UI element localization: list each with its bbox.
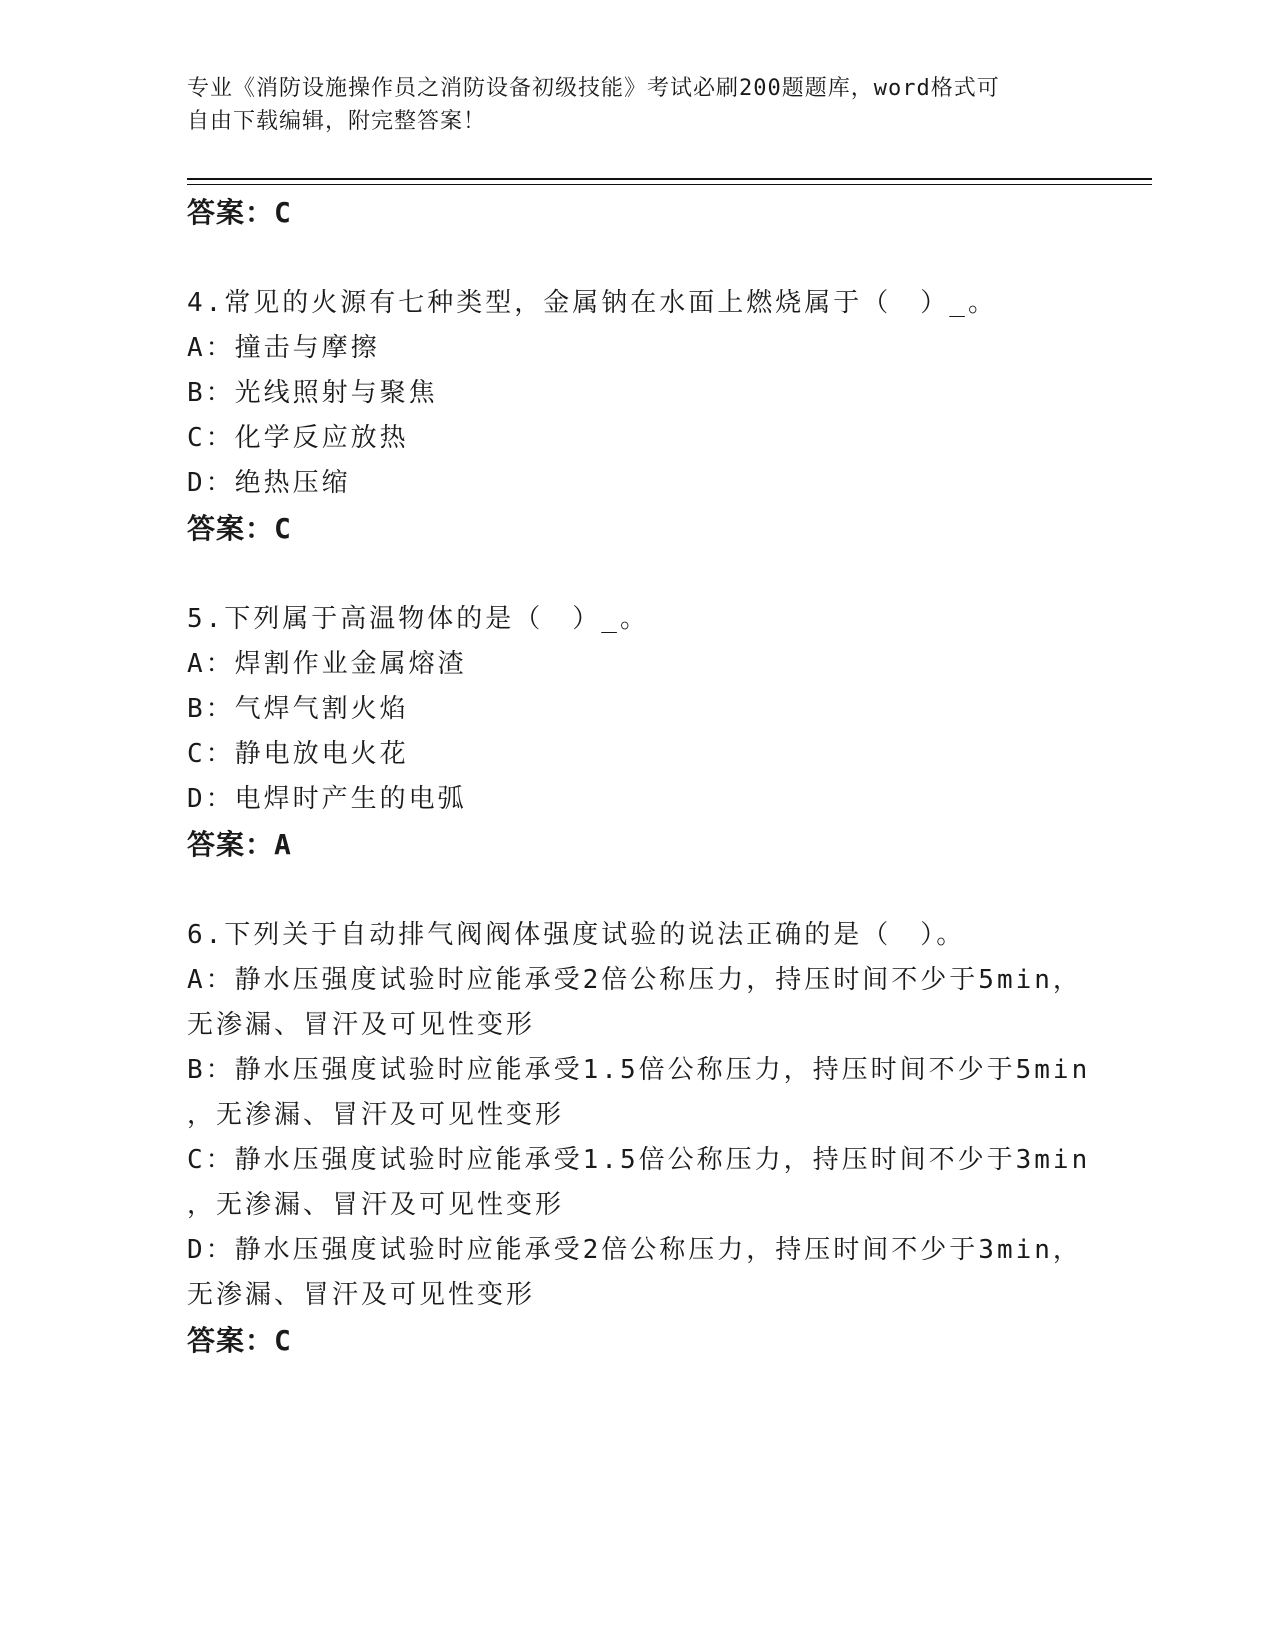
- option-d: D：绝热压缩: [187, 468, 351, 498]
- question-4: [187, 281, 1117, 551]
- spacer: [187, 551, 1117, 597]
- spacer: [187, 867, 1117, 913]
- question-stem: 6.下列关于自动排气阀阀体强度试验的说法正确的是（ ）。: [187, 920, 966, 950]
- option-a-line-2: 无渗漏、冒汗及可见性变形: [187, 1010, 536, 1040]
- header-divider-thick: [187, 178, 1152, 180]
- option-d-line-2: 无渗漏、冒汗及可见性变形: [187, 1280, 536, 1310]
- header-line-2: 自由下载编辑，附完整答案！: [187, 109, 487, 134]
- option-c: C：静电放电火花: [187, 739, 409, 769]
- option-d-line-1: D：静水压强度试验时应能承受2倍公称压力，持压时间不少于3min，: [187, 1235, 1082, 1265]
- option-c-line-1: C：静水压强度试验时应能承受1.5倍公称压力，持压时间不少于3min: [187, 1145, 1091, 1175]
- option-a-line-1: A：静水压强度试验时应能承受2倍公称压力，持压时间不少于5min，: [187, 965, 1082, 995]
- page-header: [187, 72, 1067, 138]
- option-b-line-1: B：静水压强度试验时应能承受1.5倍公称压力，持压时间不少于5min: [187, 1055, 1091, 1085]
- option-b: B：光线照射与聚焦: [187, 378, 438, 408]
- answer: 答案：C: [187, 1324, 292, 1357]
- answer: 答案：A: [187, 828, 292, 861]
- option-d: D：电焊时产生的电弧: [187, 784, 467, 814]
- question-stem: 5.下列属于高温物体的是（ ）_。: [187, 604, 649, 634]
- question-6: [187, 913, 1117, 1363]
- option-a: A：焊割作业金属熔渣: [187, 649, 467, 679]
- answer: 答案：C: [187, 512, 292, 545]
- answer-previous: 答案：C: [187, 196, 292, 229]
- spacer: [187, 235, 1117, 281]
- question-5: [187, 597, 1117, 867]
- option-b: B：气焊气割火焰: [187, 694, 409, 724]
- option-c: C：化学反应放热: [187, 423, 409, 453]
- option-b-line-2: ，无渗漏、冒汗及可见性变形: [187, 1100, 565, 1130]
- option-a: A：撞击与摩擦: [187, 333, 380, 363]
- header-line-1: 专业《消防设施操作员之消防设备初级技能》考试必刷200题题库，word格式可: [187, 76, 1000, 101]
- header-divider-thin: [187, 184, 1152, 185]
- option-c-line-2: ，无渗漏、冒汗及可见性变形: [187, 1190, 565, 1220]
- document-body: [187, 190, 1117, 1363]
- question-stem: 4.常见的火源有七种类型，金属钠在水面上燃烧属于（ ）_。: [187, 288, 997, 318]
